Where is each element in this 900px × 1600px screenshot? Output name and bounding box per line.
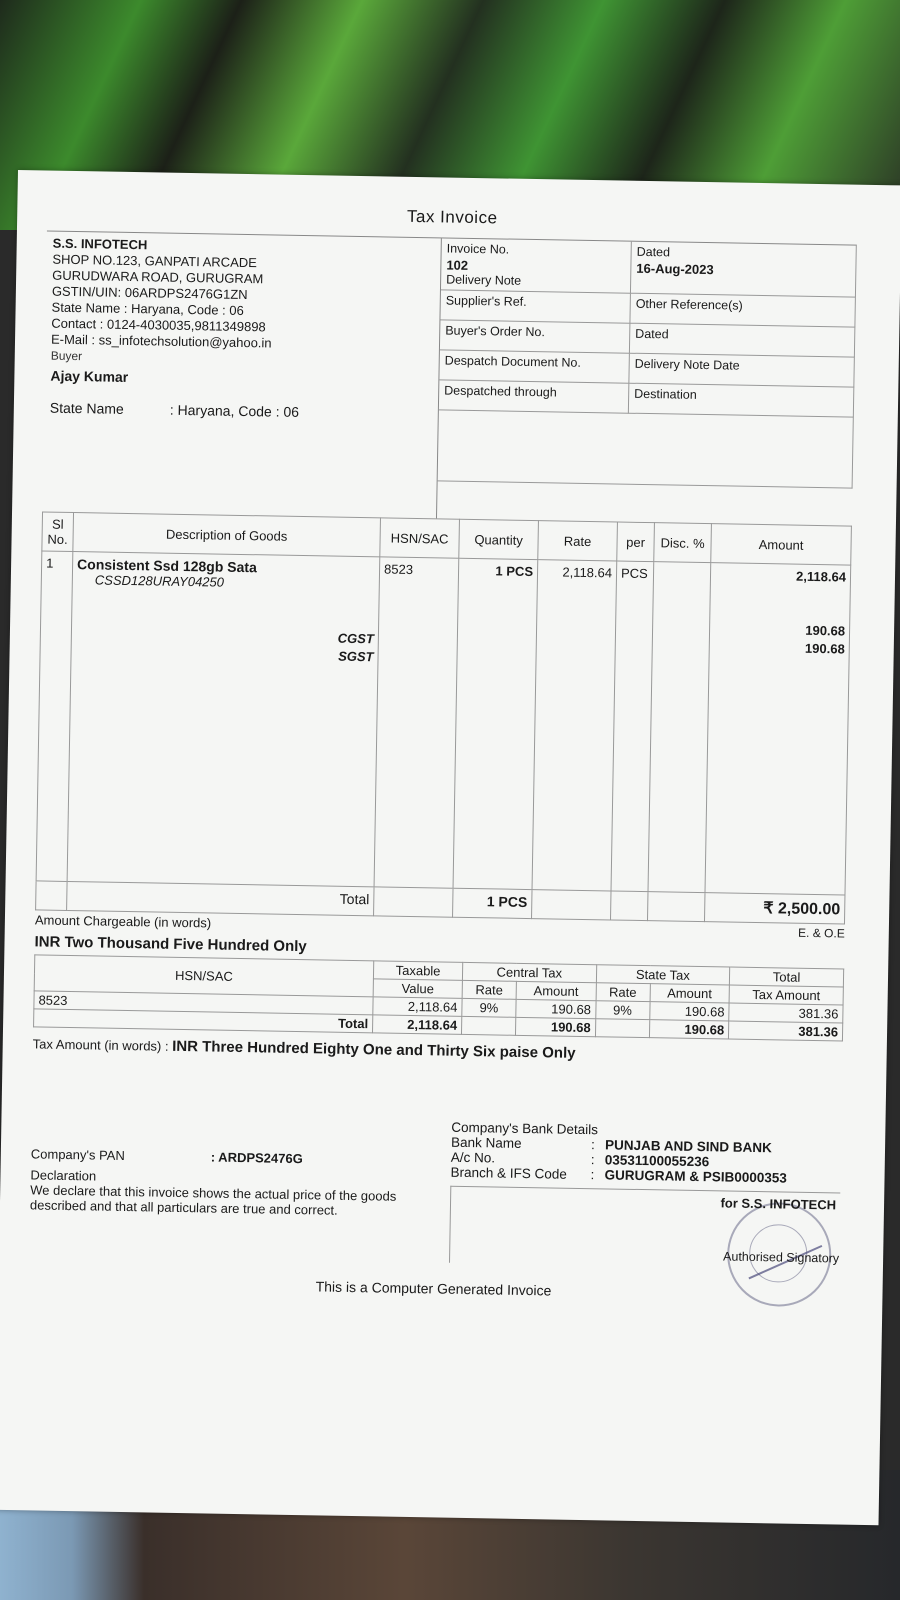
document-title: Tax Invoice [406, 206, 498, 228]
delivery-note-label: Delivery Note [446, 272, 522, 288]
col-rate: Rate [538, 521, 618, 561]
items-table [35, 511, 852, 924]
reference-grid [438, 238, 857, 488]
seller-state: State Name : Haryana, Code : 06 [51, 299, 244, 318]
invoice-no-cell [441, 238, 632, 293]
footer-section [29, 1112, 841, 1269]
hsn-row-taxable: 2,118.64 [373, 997, 462, 1017]
item-code: CSSD128URAY04250 [94, 572, 225, 590]
authorised-signatory: Authorised Signatory [722, 1249, 840, 1266]
dated-value: 16-Aug-2023 [636, 260, 714, 278]
amount-words-value: INR Two Thousand Five Hundred Only [34, 933, 307, 956]
hsn-total-label: Total [34, 1009, 373, 1033]
col-sl: Sl No. [42, 512, 74, 552]
hsn-col-central: Central Tax [462, 962, 596, 982]
hsn-row-total: 381.36 [729, 1003, 843, 1023]
pan-value: : ARDPS2476G [210, 1149, 303, 1167]
bank-title: Company's Bank Details [451, 1119, 599, 1138]
item-qty: 1 PCS [453, 558, 538, 889]
despatched-through-cell: Despatched through [439, 380, 629, 413]
item-amount: 2,118.64 [796, 568, 847, 585]
amount-words-label: Amount Chargeable (in words) [34, 912, 212, 931]
hsn-row-s-rate: 9% [595, 1001, 649, 1020]
eoe-label: E. & O.E [797, 925, 845, 941]
ifs-label: Branch & IFS Code [450, 1164, 568, 1182]
col-disc: Disc. % [654, 523, 712, 563]
hsn-col-c-amount: Amount [516, 981, 596, 1000]
footer-left [29, 1112, 451, 1262]
seller-address-2: GURUDWARA ROAD, GURUGRAM [52, 267, 264, 287]
hsn-row-s-amount: 190.68 [649, 1002, 729, 1021]
dated-cell [631, 242, 857, 298]
ifs-row: Branch & IFS Code : GURUGRAM & PSIB0000353 [450, 1164, 787, 1186]
invoice-no-label: Invoice No. [446, 241, 510, 257]
pan-label: Company's PAN [30, 1146, 125, 1164]
cgst-label: CGST [337, 630, 375, 647]
tax-words-row [33, 1035, 843, 1066]
item-sl: 1 [36, 551, 73, 881]
items-total-amount: ₹ 2,500.00 [704, 893, 844, 924]
item-description-cell [67, 552, 380, 887]
col-hsn: HSN/SAC [380, 518, 460, 558]
seller-address-1: SHOP NO.123, GANPATI ARCADE [52, 251, 258, 271]
items-total-label: Total [67, 881, 374, 915]
pan-row [31, 1146, 451, 1168]
header-section [42, 231, 857, 526]
table-row [36, 551, 851, 895]
computer-generated-note: This is a Computer Generated Invoice [315, 1278, 552, 1299]
dated-label: Dated [636, 244, 671, 260]
other-ref-cell: Other Reference(s) [630, 294, 855, 328]
hsn-col-hsn: HSN/SAC [34, 955, 374, 997]
col-description: Description of Goods [73, 513, 381, 557]
account-value: 03531100055236 [604, 1152, 710, 1170]
item-disc [648, 562, 711, 893]
seller-name: S.S. INFOTECH [52, 235, 148, 253]
for-company: for S.S. INFOTECH [720, 1195, 837, 1213]
sgst-label: SGST [338, 648, 374, 665]
bank-name-value: PUNJAB AND SIND BANK [604, 1137, 772, 1156]
account-row: A/c No. : 03531100055236 [450, 1149, 710, 1170]
hsn-summary-table [33, 954, 844, 1041]
item-per: PCS [611, 561, 654, 892]
item-name: Consistent Ssd 128gb Sata [76, 556, 257, 576]
cgst-amount: 190.68 [805, 622, 846, 639]
col-quantity: Quantity [459, 519, 539, 559]
col-per: per [617, 522, 655, 562]
terms-blank-cell [438, 410, 854, 488]
hsn-col-s-rate: Rate [596, 983, 650, 1002]
seller-buyer-block [42, 232, 442, 519]
hsn-col-c-rate: Rate [462, 980, 516, 999]
buyer-state-label: State Name [49, 399, 124, 417]
buyer-state-value: : Haryana, Code : 06 [169, 401, 300, 420]
signature-box [449, 1186, 840, 1270]
item-amount-cell [705, 563, 851, 895]
hsn-total-tax: 381.36 [729, 1021, 843, 1041]
order-dated-cell: Dated [630, 324, 855, 358]
hsn-col-taxable-2: Value [373, 979, 462, 999]
buyer-name: Ajay Kumar [50, 367, 129, 385]
seller-gstin: GSTIN/UIN: 06ARDPS2476G1ZN [51, 283, 248, 303]
bank-name-row: Bank Name : PUNJAB AND SIND BANK [450, 1134, 772, 1156]
buyers-order-cell: Buyer's Order No. [440, 320, 630, 353]
invoice-paper [0, 170, 900, 1525]
declaration-title: Declaration [30, 1167, 97, 1184]
despatch-doc-cell: Despatch Document No. [439, 350, 629, 383]
account-label: A/c No. [450, 1149, 496, 1166]
item-hsn: 8523 [374, 557, 459, 888]
hsn-col-s-amount: Amount [650, 984, 730, 1003]
reference-block [437, 238, 857, 525]
declaration-text: We declare that this invoice shows the actual price of the goods described and that all particulars are true and correct. [29, 1182, 397, 1218]
col-amount: Amount [711, 524, 852, 565]
invoice [28, 201, 857, 1304]
hsn-row-code: 8523 [34, 991, 373, 1015]
tax-words-value: INR Three Hundred Eighty One and Thirty Six paise Only [172, 1037, 576, 1062]
destination-cell: Destination [629, 384, 854, 418]
seller-email: E-Mail : ss_infotechsolution@yahoo.in [50, 331, 272, 351]
tax-words-label: Tax Amount (in words) : [32, 1036, 169, 1054]
suppliers-ref-cell: Supplier's Ref. [440, 290, 630, 323]
hsn-total-s-amount: 190.68 [649, 1020, 729, 1039]
invoice-no-value: 102 [446, 257, 469, 273]
tax-labels [75, 625, 374, 666]
items-total-qty: 1 PCS [453, 888, 532, 918]
item-rate: 2,118.64 [532, 560, 617, 891]
tax-amounts [714, 620, 846, 658]
hsn-row-c-amount: 190.68 [516, 999, 596, 1018]
seller-contact: Contact : 0124-4030035,9811349898 [51, 315, 266, 335]
delivery-note-date-cell: Delivery Note Date [629, 354, 854, 388]
hsn-col-state: State Tax [596, 965, 730, 985]
ifs-value: GURUGRAM & PSIB0000353 [604, 1167, 787, 1186]
hsn-col-total-2: Tax Amount [729, 985, 843, 1005]
footer-right [449, 1120, 841, 1270]
hsn-col-total-1: Total [730, 967, 844, 987]
bank-name-label: Bank Name [450, 1134, 522, 1151]
hsn-total-taxable: 2,118.64 [372, 1015, 461, 1035]
hsn-row-c-rate: 9% [462, 998, 516, 1017]
buyer-label: Buyer [50, 348, 83, 364]
sgst-amount: 190.68 [804, 640, 845, 657]
hsn-total-c-amount: 190.68 [515, 1017, 595, 1036]
hsn-col-taxable-1: Taxable [373, 961, 462, 981]
